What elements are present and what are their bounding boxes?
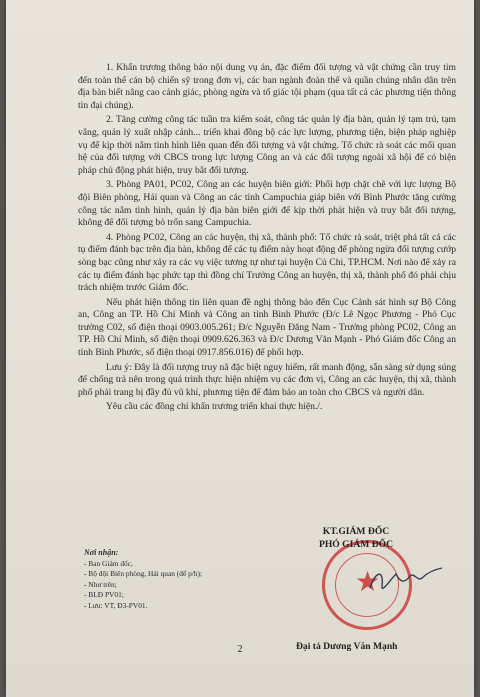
recipients-heading: Nơi nhận: xyxy=(84,548,119,557)
signer-name: Đại tá Dương Văn Mạnh xyxy=(296,641,398,652)
page-number: 2 xyxy=(237,644,243,655)
document-page xyxy=(6,0,474,697)
star-icon: ★ xyxy=(355,567,381,598)
signature-block xyxy=(266,525,446,652)
recipient-item: - Lưu: VT, Đ3-PV01. xyxy=(84,600,148,610)
recipient-item: - Bộ đội Biên phòng, Hải quan (để p/h); xyxy=(84,569,203,578)
paragraph-contact: Nếu phát hiện thông tin liên quan đề nghị thông báo đến Cục Cảnh sát hình sự Bộ Công an, Công an TP. Hồ Chí Minh và Công an tỉnh Bình Phước (Đ/c Lê Ngọc Phương - Phó Cục trưởng C02, số điện thoại 0903.005.261; Đ/c Nguyễn Đăng Nam - Trưởng phòng PC02, Công an TP. Hồ Chí Minh, số điện thoại 0909.626.363 và Đ/c Dương Văn Mạnh - Phó Giám đốc Công an tỉnh Bình Phước, số điện thoại 0917.856.016) để phối hợp. xyxy=(78,296,456,359)
recipients-block xyxy=(84,548,264,611)
paragraph-4: 4. Phòng PC02, Công an các huyện, thị xã, thành phố: Tổ chức rà soát, triệt phá tất cả các tụ điểm đánh bạc trên địa bàn, không để các tụ điểm này hoạt động để phòng ngừa đối tượng cướp sòng bạc cũng như xảy ra các vụ việc tương tự như tại huyện Củ Chi, TP.HCM. Nơi nào để xảy ra các tụ điểm đánh bạc phức tạp thì đồng chí Trưởng Công an huyện, thị xã, thành phố đó phải chịu trách nhiệm trước Giám đốc. xyxy=(78,231,456,294)
recipient-item: - BLĐ PV01; xyxy=(84,590,124,599)
paragraph-1: 1. Khẩn trương thông báo nội dung vụ án, đặc điểm đối tượng và vật chứng cần truy tìm đến toàn thể cán bộ chiến sỹ trong đơn vị, các ban ngành đoàn thể và quần chúng nhân dân trên địa bàn biết nâng cao cảnh giác, phòng ngừa và tố giác tội phạm (qua tất cả các phương tiện thông tin đại chúng). xyxy=(78,62,456,111)
paragraph-note: Lưu ý: Đây là đối tượng truy nã đặc biệt nguy hiểm, rất manh động, sẵn sàng sử dụng súng để chống trả nên trong quá trình thực hiện nhiệm vụ các đơn vị, Công an các huyện, thị xã, thành phố phải trang bị đầy đủ vũ khí, phương tiện để đảm bảo an toàn cho CBCS và người dân. xyxy=(78,361,456,398)
paragraph-2: 2. Tăng cường công tác tuần tra kiểm soát, công tác quản lý địa bàn, quản lý tạm trú, tạm vắng, quản lý xuất nhập cảnh... triển khai đồng bộ các lực lượng, phương tiện, biện pháp nghiệp vụ để kịp thời nắm tình hình liên quan đến đối tượng và vật chứng. Tổ chức rà soát các mối quan hệ của đối tượng với CBCS trong lực lượng Công an và các đối tượng ngoài xã hội để có biện pháp chủ động phát hiện, truy bắt đối tượng. xyxy=(78,114,456,176)
signature-title: KT.GIÁM ĐỐC xyxy=(322,526,390,537)
body-text xyxy=(78,62,456,416)
recipient-item: - Như trên; xyxy=(84,579,117,589)
recipient-item: - Ban Giám đốc, xyxy=(84,558,133,568)
handwritten-signature xyxy=(366,560,446,600)
signature-subtitle: PHÓ GIÁM ĐỐC xyxy=(318,539,394,550)
paragraph-3: 3. Phòng PA01, PC02, Công an các huyện biên giới: Phối hợp chặt chẽ với lực lượng Bộ đội Biên phòng, Hải quan và Công an các tỉnh Campuchia giáp biên với Bình Phước tăng cường công tác nắm tình hình, quản lý địa bàn biên giới để kịp thời phát hiện và truy bắt đối tượng, không để đối tượng bỏ trốn sang Campuchia. xyxy=(78,179,456,229)
paragraph-closing: Yêu cầu các đồng chí khẩn trương triển khai thực hiện./. xyxy=(106,401,323,413)
